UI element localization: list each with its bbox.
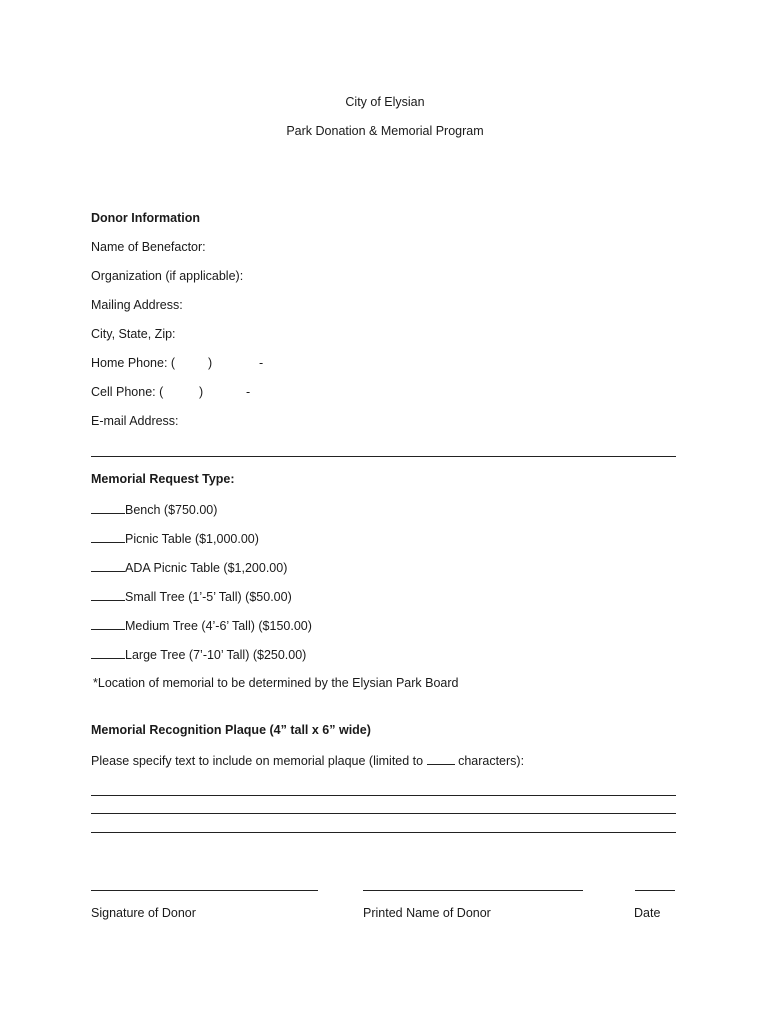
organization-label: Organization (if applicable): xyxy=(91,269,244,283)
plaque-heading: Memorial Recognition Plaque (4” tall x 6” wide) xyxy=(91,723,371,737)
option-small-tree[interactable]: Small Tree (1’-5’ Tall) ($50.00) xyxy=(91,588,292,604)
program-title: Park Donation & Memorial Program xyxy=(286,124,484,138)
location-note: *Location of memorial to be determined by the Elysian Park Board xyxy=(93,676,459,690)
printed-name-label: Printed Name of Donor xyxy=(363,906,491,920)
date-line[interactable] xyxy=(635,890,675,891)
option-blank[interactable] xyxy=(91,646,125,659)
signature-line[interactable] xyxy=(91,890,318,891)
city-state-zip-label: City, State, Zip: xyxy=(91,327,176,341)
option-blank[interactable] xyxy=(91,617,125,630)
cell-phone-dash: - xyxy=(246,385,251,399)
mailing-address-label: Mailing Address: xyxy=(91,298,183,312)
memorial-heading: Memorial Request Type: xyxy=(91,472,235,486)
section-divider xyxy=(91,456,676,457)
option-blank[interactable] xyxy=(91,588,125,601)
email-label: E-mail Address: xyxy=(91,414,179,428)
option-large-tree[interactable]: Large Tree (7’-10’ Tall) ($250.00) xyxy=(91,646,306,662)
signature-label: Signature of Donor xyxy=(91,906,196,920)
option-blank[interactable] xyxy=(91,559,125,572)
option-picnic-table[interactable]: Picnic Table ($1,000.00) xyxy=(91,530,259,546)
donor-heading: Donor Information xyxy=(91,211,201,225)
benefactor-label: Name of Benefactor: xyxy=(91,240,206,254)
home-phone-close-paren: ) xyxy=(208,356,213,370)
plaque-text-line-2[interactable] xyxy=(91,813,676,814)
plaque-text-line-3[interactable] xyxy=(91,832,676,833)
home-phone-label: Home Phone: ( xyxy=(91,356,176,370)
printed-name-line[interactable] xyxy=(363,890,583,891)
date-label: Date xyxy=(634,906,661,920)
option-bench[interactable]: Bench ($750.00) xyxy=(91,501,217,517)
plaque-instruction: Please specify text to include on memorial plaque (limited to characters): xyxy=(91,754,525,768)
option-blank[interactable] xyxy=(91,530,125,543)
option-blank[interactable] xyxy=(91,501,125,514)
option-medium-tree[interactable]: Medium Tree (4’-6’ Tall) ($150.00) xyxy=(91,617,312,633)
character-limit-blank[interactable] xyxy=(427,752,455,765)
plaque-text-line-1[interactable] xyxy=(91,795,676,796)
option-ada-picnic-table[interactable]: ADA Picnic Table ($1,200.00) xyxy=(91,559,287,575)
cell-phone-label: Cell Phone: ( xyxy=(91,385,164,399)
cell-phone-close-paren: ) xyxy=(199,385,204,399)
home-phone-dash: - xyxy=(259,356,264,370)
city-title: City of Elysian xyxy=(345,95,425,109)
